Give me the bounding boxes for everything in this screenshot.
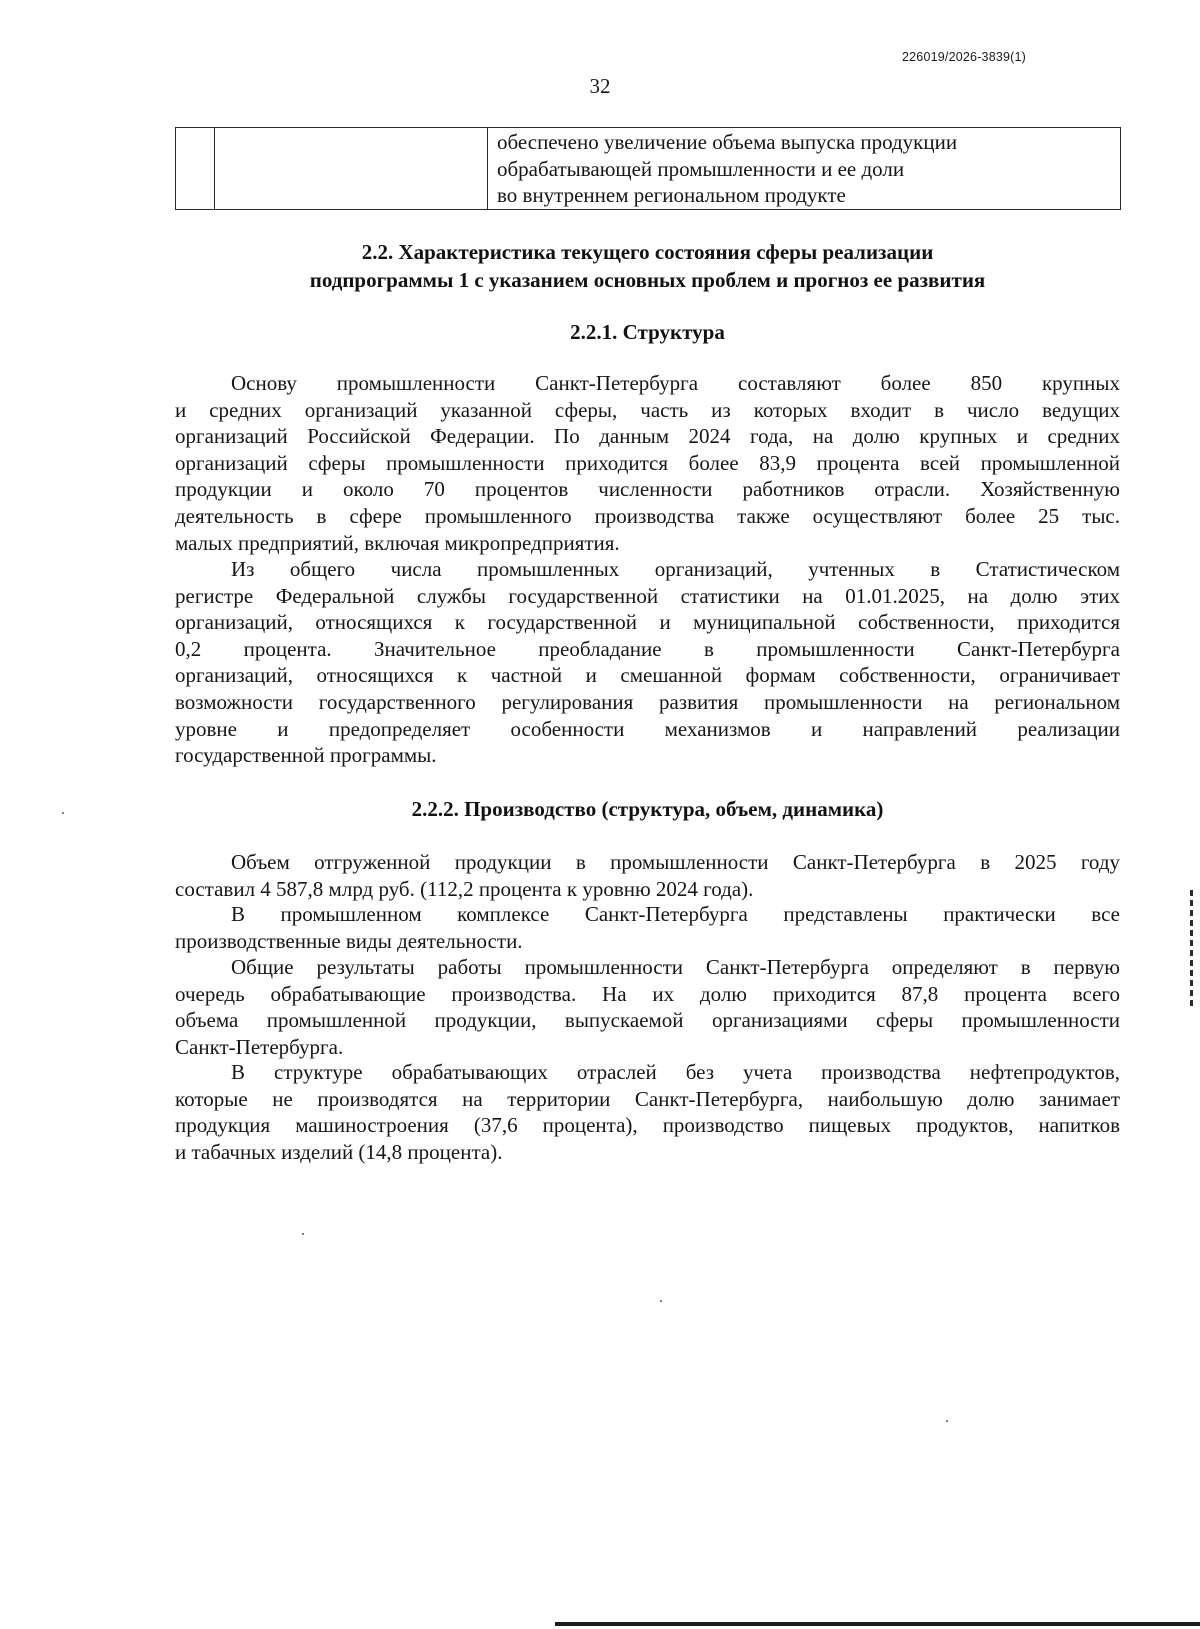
- paragraph-line: уровне и предопределяет особенности механизмов и направлений реализации: [175, 716, 1120, 741]
- paragraph-line: малых предприятий, включая микропредприятия.: [175, 530, 620, 555]
- paragraph-line: Из общего числа промышленных организаций, учтенных в Статистическом: [231, 557, 1120, 581]
- subsection-title-structure: 2.2.1. Структура: [570, 320, 725, 344]
- paragraph-line: возможности государственного регулирования развития промышленности на региональном: [175, 689, 1120, 714]
- section-heading-line: подпрограммы 1 с указанием основных проблем и прогноз ее развития: [309, 268, 986, 292]
- paragraph: [175, 1059, 1120, 1165]
- paragraph-line: производственные виды деятельности.: [175, 928, 523, 953]
- paragraph: [175, 954, 1120, 1060]
- continuation-table: [175, 127, 1121, 210]
- paragraph-line: В промышленном комплексе Санкт-Петербурга представлены практически все: [231, 902, 1120, 926]
- table-cell-result: [488, 128, 1121, 210]
- paragraph-line: регистре Федеральной службы государственной статистики на 01.01.2025, на долю этих: [175, 583, 1120, 608]
- scan-speck: [302, 1233, 304, 1235]
- section-heading: [175, 238, 1120, 294]
- paragraph: [175, 556, 1120, 769]
- table-cell-line: во внутреннем региональном продукте: [497, 183, 846, 207]
- paragraph-line: В структуре обрабатывающих отраслей без учета производства нефтепродуктов,: [231, 1060, 1120, 1084]
- scan-edge-mark: [1190, 890, 1193, 1010]
- paragraph-line: которые не производятся на территории Санкт-Петербурга, наибольшую долю занимает: [175, 1086, 1120, 1111]
- paragraph-line: организаций Российской Федерации. По данным 2024 года, на долю крупных и средних: [175, 424, 1120, 449]
- subsection-title-production: 2.2.2. Производство (структура, объем, динамика): [411, 797, 884, 821]
- paragraph-line: организаций сферы промышленности приходится более 83,9 процента всей промышленной: [175, 450, 1120, 475]
- section-heading-line: 2.2. Характеристика текущего состояния сферы реализации: [361, 240, 934, 264]
- paragraph-line: организаций, относящихся к государственной и муниципальной собственности, приходится: [175, 610, 1120, 635]
- table-cell-line: обрабатывающей промышленности и ее доли: [497, 156, 905, 181]
- paragraph-line: и средних организаций указанной сферы, часть из которых входит в число ведущих: [175, 397, 1120, 422]
- scan-speck: [660, 1300, 662, 1302]
- paragraph: [175, 370, 1120, 556]
- scan-speck: [946, 1420, 948, 1422]
- paragraph-line: Объем отгруженной продукции в промышленности Санкт-Петербурга в 2025 году: [231, 850, 1120, 874]
- paragraph-line: организаций, относящихся к частной и смешанной формам собственности, ограничивает: [175, 663, 1120, 688]
- table-cell-number: [176, 128, 215, 210]
- table-cell-name: [215, 128, 488, 210]
- paragraph-line: и табачных изделий (14,8 процента).: [175, 1139, 503, 1164]
- paragraph-line: государственной программы.: [175, 743, 437, 768]
- document-id: 226019/2026-3839(1): [902, 50, 1027, 64]
- scan-bottom-edge: [555, 1622, 1200, 1626]
- table-cell-line: обеспечено увеличение объема выпуска продукции: [497, 130, 958, 154]
- paragraph: [175, 901, 1120, 954]
- page-number: 32: [589, 74, 611, 98]
- scan-speck: [62, 812, 64, 814]
- paragraph-line: Общие результаты работы промышленности Санкт-Петербурга определяют в первую: [231, 955, 1120, 979]
- paragraph-line: продукция машиностроения (37,6 процента), производство пищевых продуктов, напитков: [175, 1113, 1120, 1138]
- paragraph-line: 0,2 процента. Значительное преобладание в промышленности Санкт-Петербурга: [175, 636, 1120, 661]
- paragraph-line: очередь обрабатывающие производства. На их долю приходится 87,8 процента всего: [175, 981, 1120, 1006]
- table-row: [176, 128, 1121, 210]
- paragraph-line: Санкт-Петербурга.: [175, 1034, 344, 1059]
- paragraph-line: деятельность в сфере промышленного производства также осуществляют более 25 тыс.: [175, 503, 1120, 528]
- paragraph-line: объема промышленной продукции, выпускаемой организациями сферы промышленности: [175, 1008, 1120, 1033]
- paragraph-line: продукции и около 70 процентов численности работников отрасли. Хозяйственную: [175, 477, 1120, 502]
- paragraph-line: составил 4 587,8 млрд руб. (112,2 процента к уровню 2024 года).: [175, 876, 754, 901]
- paragraph: [175, 849, 1120, 902]
- paragraph-line: Основу промышленности Санкт-Петербурга составляют более 850 крупных: [231, 371, 1120, 395]
